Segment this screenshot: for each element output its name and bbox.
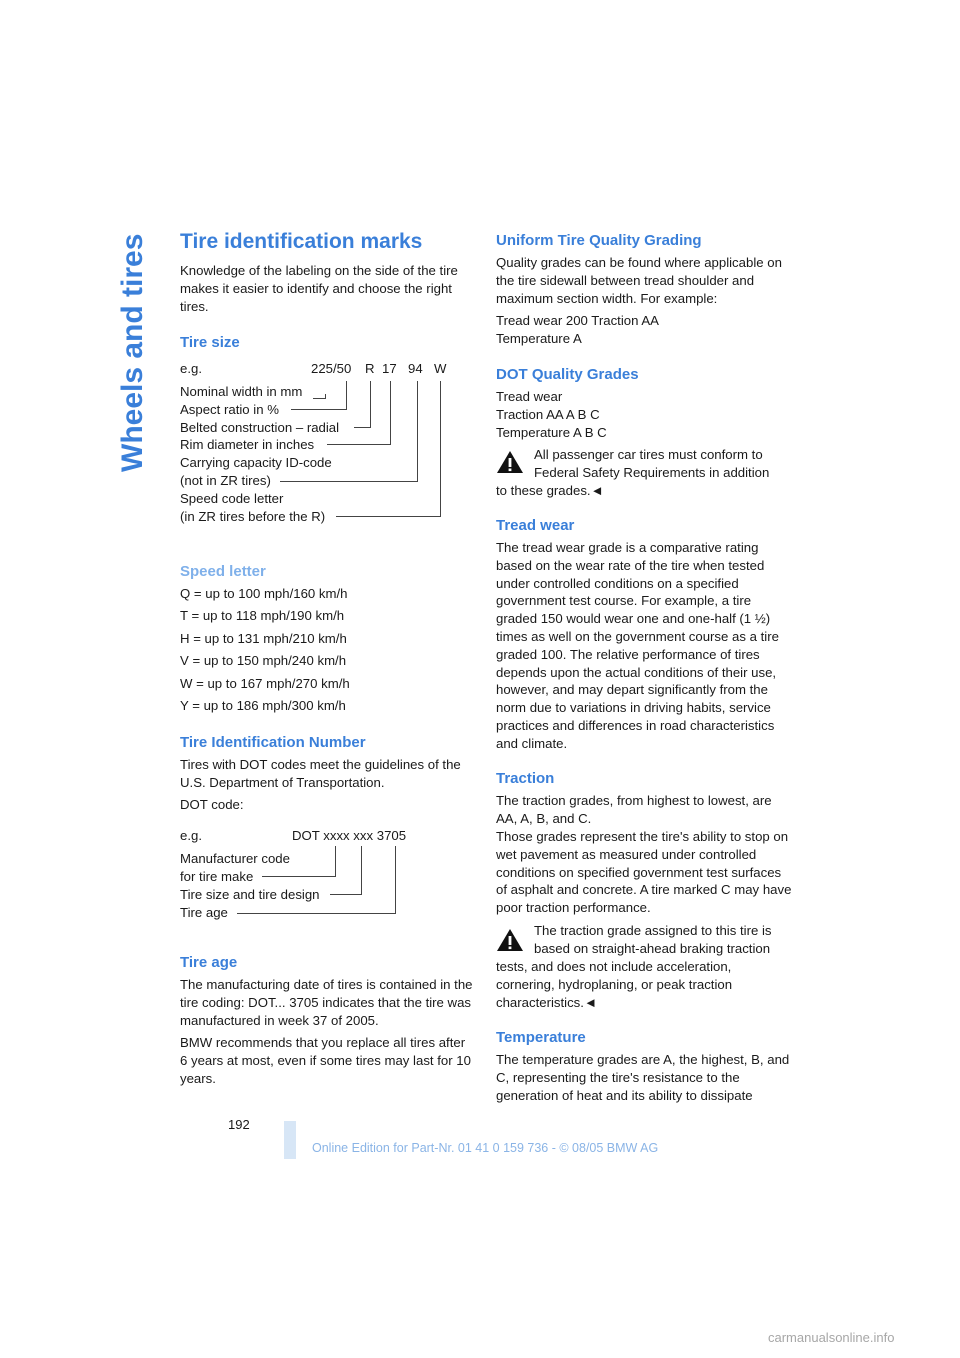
dot-grade-line: Temperature A B C	[496, 425, 607, 440]
utqg-example-1: Tread wear 200 Traction AA	[496, 313, 659, 328]
connector-line	[330, 894, 362, 895]
warning-icon	[496, 449, 524, 475]
label-aspect-ratio: Aspect ratio in %	[180, 402, 279, 417]
footer-text: Online Edition for Part-Nr. 01 41 0 159 736 - © 08/05 BMW AG	[312, 1141, 659, 1155]
tin-paragraph: Tires with DOT codes meet the guidelines of the U.S. Department of Transportation.	[180, 757, 461, 790]
connector-line	[280, 481, 418, 482]
utqg-heading: Uniform Tire Quality Grading	[496, 232, 702, 249]
connector-line	[291, 409, 347, 410]
tire-age-paragraph-1: The manufacturing date of tires is contained in the tire coding: DOT... 3705 indicates that the tire was manufactured in week 37 of 2005.	[180, 977, 473, 1028]
label-tire-age: Tire age	[180, 905, 228, 920]
connector-line	[335, 846, 336, 876]
connector-line	[346, 381, 347, 409]
label-rim: Rim diameter in inches	[180, 437, 315, 452]
label-manufacturer: Manufacturer code	[180, 851, 290, 866]
list-item: Q = up to 100 mph/160 km/h	[180, 586, 348, 601]
page-title: Tire identification marks	[180, 230, 423, 253]
temperature-heading: Temperature	[496, 1029, 586, 1046]
label-manufacturer-note: for tire make	[180, 869, 254, 884]
dot-code-example: DOT xxxx xxx 3705	[292, 828, 407, 843]
dot-warning-line-2: Federal Safety Requirements in addition	[534, 465, 770, 480]
list-item: V = up to 150 mph/240 km/h	[180, 653, 347, 668]
side-section-title	[108, 226, 152, 476]
traction-paragraph-2: Those grades represent the tire's ability to stop on wet pavement as measured under controlled conditions on specified government test surfaces of asphalt and concrete. A tire marked C may have poor traction performance.	[496, 829, 792, 916]
label-capacity-note: (not in ZR tires)	[180, 473, 271, 488]
label-speed-code: Speed code letter	[180, 491, 284, 506]
connector-line	[313, 398, 326, 399]
list-item: T = up to 118 mph/190 km/h	[180, 608, 345, 623]
dot-grade-line: Traction AA A B C	[496, 407, 600, 422]
dot-warning-line-1: All passenger car tires must conform to	[534, 447, 763, 462]
connector-line	[361, 846, 362, 894]
traction-warning-line-2: based on straight-ahead braking traction	[534, 941, 771, 956]
code-width-ratio: 225/50	[311, 361, 352, 376]
footer-bar	[284, 1121, 296, 1159]
code-radial: R	[365, 361, 375, 376]
label-capacity: Carrying capacity ID-code	[180, 455, 332, 470]
list-item: Y = up to 186 mph/300 km/h	[180, 698, 346, 713]
tin-heading: Tire Identification Number	[180, 734, 366, 751]
watermark-text: carmanualsonline.info	[768, 1330, 895, 1345]
tread-wear-paragraph: The tread wear grade is a comparative rating based on the wear rate of the tire when tested under controlled conditions on a specified government test course. For example, a tire graded 150 would wear one and one-half (1 ½) times as well on the government course as a tire graded 100. The relative performance of tires depends upon the actual conditions of their use, however, and may depart significantly from the norm due to variations in driving habits, service practices and differences in road characteristics and climate.	[496, 540, 779, 751]
code-rim: 17	[382, 361, 397, 376]
utqg-paragraph: Quality grades can be found where applicable on the tire sidewall between tread shoulder and maximum section width. For example:	[496, 255, 782, 306]
label-speed-note: (in ZR tires before the R)	[180, 509, 326, 524]
dot-grades-heading: DOT Quality Grades	[496, 366, 639, 383]
connector-line	[327, 444, 391, 445]
label-size-design: Tire size and tire design	[180, 887, 320, 902]
code-speed: W	[434, 361, 447, 376]
side-title-text: Wheels and tires	[116, 233, 149, 472]
list-item: H = up to 131 mph/210 km/h	[180, 631, 347, 646]
utqg-example-2: Temperature A	[496, 331, 582, 346]
dot-eg: e.g.	[180, 828, 202, 843]
traction-warning-rest: tests, and does not include acceleration, cornering, hydroplaning, or peak traction characteristics.◄	[496, 959, 733, 1010]
connector-line	[370, 381, 371, 427]
connector-line	[354, 427, 371, 428]
warning-icon	[496, 927, 524, 953]
dot-grade-line: Tread wear	[496, 389, 563, 404]
traction-warning-line-1: The traction grade assigned to this tire is	[534, 923, 772, 938]
tire-size-heading: Tire size	[180, 334, 240, 351]
connector-line	[390, 381, 391, 444]
tread-wear-heading: Tread wear	[496, 517, 575, 534]
tire-age-paragraph-2: BMW recommends that you replace all tires after 6 years at most, even if some tires may last for 10 years.	[180, 1035, 471, 1086]
connector-line	[237, 913, 396, 914]
page-number: 192	[228, 1117, 250, 1132]
traction-paragraph: The traction grades, from highest to lowest, are AA, A, B, and C.	[496, 793, 772, 826]
connector-line	[417, 381, 418, 481]
connector-line	[440, 381, 441, 516]
tire-size-eg: e.g.	[180, 361, 202, 376]
connector-line	[262, 876, 336, 877]
tire-age-heading: Tire age	[180, 954, 238, 971]
dot-code-label: DOT code:	[180, 797, 244, 812]
dot-warning-line-3: to these grades.◄	[496, 483, 604, 498]
code-load: 94	[408, 361, 423, 376]
connector-line	[336, 516, 441, 517]
list-item: W = up to 167 mph/270 km/h	[180, 676, 350, 691]
label-nominal-width: Nominal width in mm	[180, 384, 303, 399]
speed-letter-heading: Speed letter	[180, 563, 266, 580]
intro-paragraph: Knowledge of the labeling on the side of the tire makes it easier to identify and choose the right tires.	[180, 263, 458, 314]
temperature-paragraph: The temperature grades are A, the highest, B, and C, representing the tire's resistance to the generation of heat and its ability to dissipate	[496, 1052, 790, 1103]
connector-line	[395, 846, 396, 913]
label-belted: Belted construction – radial	[180, 420, 340, 435]
traction-heading: Traction	[496, 770, 555, 787]
